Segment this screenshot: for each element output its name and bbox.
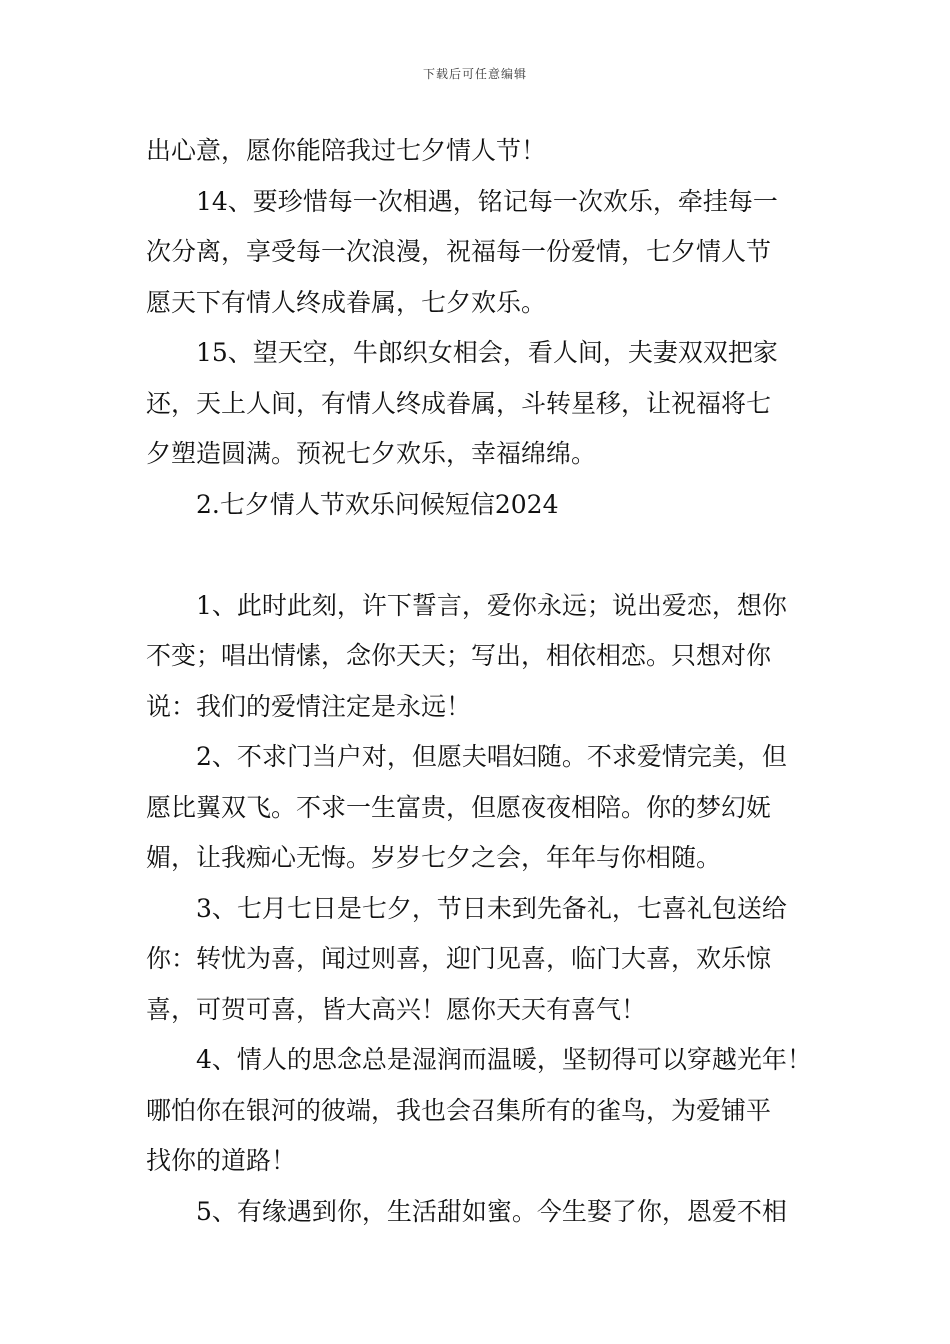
page-header: 下载后可任意编辑 <box>422 67 527 81</box>
paragraph-line: 说：我们的爱情注定是永远！ <box>146 691 472 721</box>
paragraph-line: 3、七月七日是七夕，节日未到先备礼，七喜礼包送给 <box>196 893 787 923</box>
paragraph-line: 出心意，愿你能陪我过七夕情人节！ <box>146 136 547 165</box>
paragraph-line: 次分离，享受每一次浪漫，祝福每一份爱情，七夕情人节 <box>146 237 772 266</box>
paragraph-line: 喜，可贺可喜，皆大高兴！愿你天天有喜气！ <box>146 994 647 1024</box>
paragraph-line: 媚，让我痴心无悔。岁岁七夕之会，年年与你相随。 <box>146 843 722 872</box>
paragraph-line: 你：转忧为喜，闻过则喜，迎门见喜，临门大喜，欢乐惊 <box>146 944 772 973</box>
spacer <box>146 530 816 581</box>
paragraph-line: 还，天上人间，有情人终成眷属，斗转星移，让祝福将七 <box>146 388 772 418</box>
paragraph-line: 15、望天空，牛郎织女相会，看人间，夫妻双双把家 <box>196 338 778 367</box>
document-body <box>146 126 816 1237</box>
paragraph-line: 愿比翼双飞。不求一生富贵，但愿夜夜相陪。你的梦幻妩 <box>146 792 772 822</box>
paragraph-line: 14、要珍惜每一次相遇，铭记每一次欢乐，牵挂每一 <box>196 186 778 216</box>
paragraph-line: 夕塑造圆满。预祝七夕欢乐，幸福绵绵。 <box>146 439 597 468</box>
paragraph-line: 2、不求门当户对，但愿夫唱妇随。不求爱情完美，但 <box>196 742 787 771</box>
paragraph-line: 哪怕你在银河的彼端，我也会召集所有的雀鸟，为爱铺平 <box>146 1095 772 1125</box>
paragraph-line: 5、有缘遇到你，生活甜如蜜。今生娶了你，恩爱不相 <box>196 1196 787 1226</box>
paragraph-line: 4、情人的思念总是湿润而温暖，坚韧得可以穿越光年！ <box>196 1045 812 1074</box>
paragraph-line: 1、此时此刻，许下誓言，爱你永远；说出爱恋，想你 <box>196 590 787 620</box>
paragraph-line: 不变；唱出情愫，念你天天；写出，相依相恋。只想对你 <box>146 641 772 670</box>
paragraph-line: 找你的道路！ <box>146 1146 297 1175</box>
paragraph-line: 愿天下有情人终成眷属，七夕欢乐。 <box>146 287 547 317</box>
section-heading: 2.七夕情人节欢乐问候短信2024 <box>196 489 559 519</box>
